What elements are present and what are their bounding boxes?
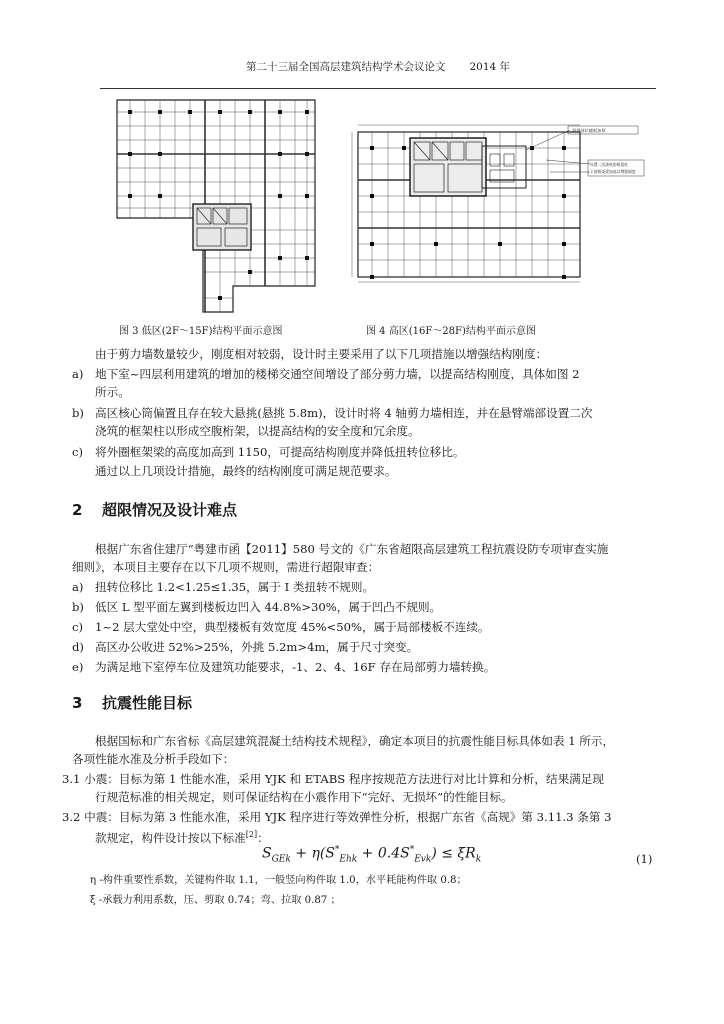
citation-ref: [2] xyxy=(245,830,258,839)
fig4-annotation-3: 下部框架梁加高以增强刚度 xyxy=(590,169,636,174)
section1-conclusion: 通过以上几项设计措施，最终的结构刚度可满足规范要求。 xyxy=(95,464,397,478)
conference-title: 第二十三届全国高层建筑结构学术会议论文 xyxy=(245,61,446,73)
section2-number: 2 xyxy=(72,501,83,519)
formula-sub-k: k xyxy=(475,854,482,865)
formula-sub-ehk: Ehk xyxy=(339,854,358,865)
formula-s: S xyxy=(262,845,272,862)
fig4-annotation-1: 悬挑部位楼板加厚 xyxy=(572,128,606,133)
section2-para-line1: 根据广东省住建厅“粤建市函【2011】580 号文的《广东省超限高层建筑工程抗震设防专项审查实施 xyxy=(95,542,609,556)
item-b-line2: 浇筑的框架柱以形成空腹桁架，以提高结构的安全度和冗余度。 xyxy=(95,424,420,438)
item-a-label: a) xyxy=(72,367,84,381)
item-c-label: c) xyxy=(72,445,84,459)
item-3-1-line1: 3.1 小震：目标为第 1 性能水准，采用 YJK 和 ETABS 程序按规范方法进行对比计算和分析，结果满足现 xyxy=(62,772,604,786)
note-eta: η -构件重要性系数，关键构件取 1.1，一般竖向构件取 1.0，水平耗能构件取 0.8； xyxy=(90,875,467,886)
section3-title: 抗震性能目标 xyxy=(102,694,193,712)
item-b-line1: 高区核心筒偏置且存在较大悬挑(悬挑 5.8m)，设计时将 4 轴剪力墙相连，并在悬臂端部设置二次 xyxy=(95,406,593,420)
section2-heading xyxy=(72,500,237,520)
figure-4-plan-drawing xyxy=(350,120,645,285)
formula-star-1: * xyxy=(334,845,340,855)
item-b-label: b) xyxy=(72,406,84,420)
section3-para-line2: 各项性能水准及分析手段如下： xyxy=(72,752,235,766)
item-a-line1: 地下室~四层利用建筑的增加的楼梯交通空间增设了部分剪力墙，以提高结构刚度，具体如图 2 xyxy=(95,367,580,381)
header-year: 2014 年 xyxy=(469,61,511,73)
s2-item-e-label: e) xyxy=(72,660,84,674)
formula-1 xyxy=(262,845,481,864)
s2-item-a-text: 扭转位移比 1.2<1.25≤1.35，属于 I 类扭转不规则。 xyxy=(95,580,375,594)
section1-intro: 由于剪力墙数量较少，刚度相对较弱，设计时主要采用了以下几项措施以增强结构刚度： xyxy=(95,347,548,361)
item-c-line1: 将外圈框架梁的高度加高到 1150，可提高结构刚度并降低扭转位移比。 xyxy=(95,445,465,459)
section3-number: 3 xyxy=(72,694,83,712)
formula-04-term: + 0.4S xyxy=(357,845,410,862)
fig4-annotation-2: 设置二次浇筑的框架柱 xyxy=(590,162,628,167)
equation-number: (1) xyxy=(636,852,653,866)
section2-para-line2: 细则》，本项目主要存在以下几项不规则，需进行超限审查： xyxy=(72,560,380,574)
page-header xyxy=(100,58,656,89)
item-3-2-line2-tail: ： xyxy=(257,830,269,845)
item-3-1-line2: 行规范标准的相关规定，则可保证结构在小震作用下“完好、无损坏”的性能目标。 xyxy=(95,790,513,804)
formula-sub-gek: GEk xyxy=(271,854,291,865)
s2-item-a-label: a) xyxy=(72,580,84,594)
item-a-line2: 所示。 xyxy=(95,385,130,399)
s2-item-d-text: 高区办公收进 52%>25%，外挑 5.2m>4m，属于尺寸突变。 xyxy=(95,640,419,654)
formula-sub-evk: Evk xyxy=(414,854,432,865)
s2-item-b-label: b) xyxy=(72,600,84,614)
item-3-2-line2-text: 款规定，构件设计按以下标准 xyxy=(95,830,246,845)
s2-item-c-text: 1~2 层大堂处中空，典型楼板有效宽度 45%<50%，属于局部楼板不连续。 xyxy=(95,620,490,634)
item-3-2-line1: 3.2 中震：目标为第 3 性能水准，采用 YJK 程序进行等效弹性分析，根据广东省《高规》第 3.11.3 条第 3 xyxy=(62,810,612,824)
figure-3-plan-drawing xyxy=(115,98,325,313)
formula-rhs: ) ≤ ξR xyxy=(431,845,476,862)
section2-title: 超限情况及设计难点 xyxy=(102,501,238,519)
figure-4-caption: 图 4 高区(16F～28F)结构平面示意图 xyxy=(366,326,536,337)
formula-eta-term: + η(S xyxy=(290,845,335,862)
section3-heading xyxy=(72,693,192,713)
section3-para-line1: 根据国标和广东省标《高层建筑混凝土结构技术规程》，确定本项目的抗震性能目标具体如表 1 所示， xyxy=(95,734,615,748)
s2-item-e-text: 为满足地下室停车位及建筑功能要求，-1、2、4、16F 存在局部剪力墙转换。 xyxy=(95,660,496,674)
item-3-2-line2 xyxy=(95,826,269,847)
figure-3-caption: 图 3 低区(2F～15F)结构平面示意图 xyxy=(119,326,283,337)
formula-star-2: * xyxy=(409,845,415,855)
note-xi: ξ -承载力利用系数，压、剪取 0.74；弯、拉取 0.87 ； xyxy=(90,895,341,906)
s2-item-d-label: d) xyxy=(72,640,84,654)
s2-item-b-text: 低区 L 型平面左翼到楼板边凹入 44.8%>30%，属于凹凸不规则。 xyxy=(95,600,442,614)
s2-item-c-label: c) xyxy=(72,620,84,634)
